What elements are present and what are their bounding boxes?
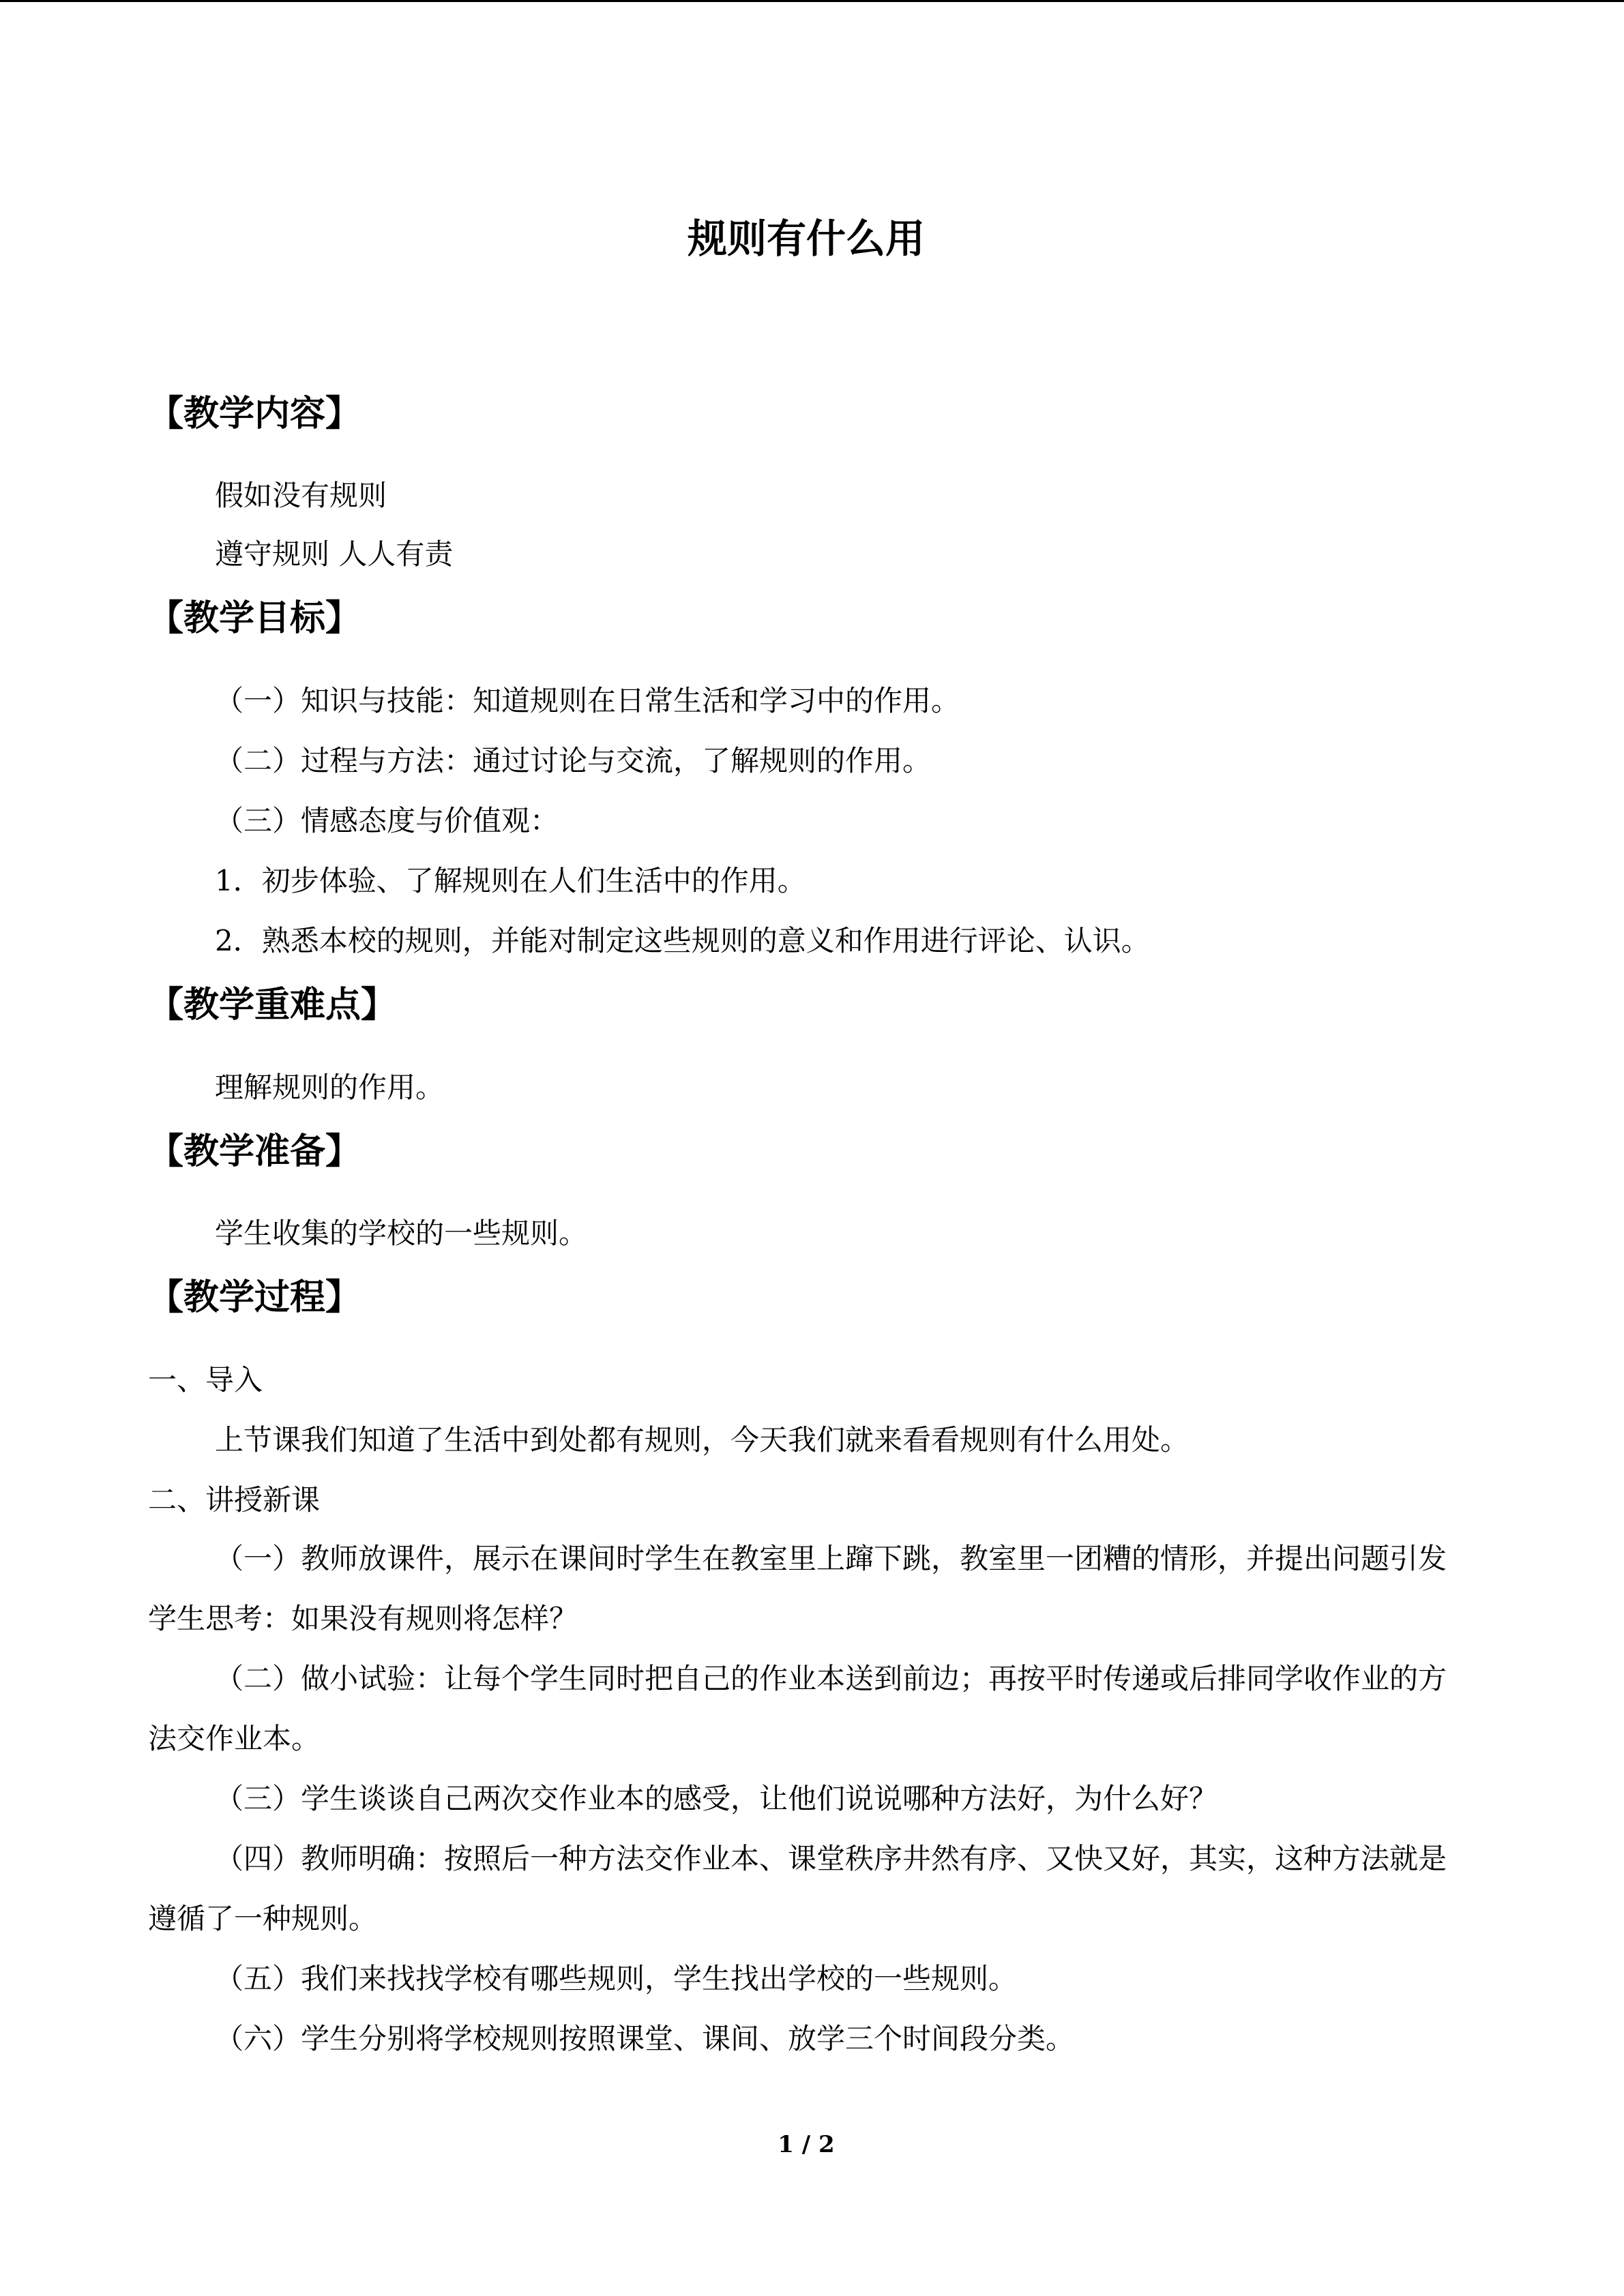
content-item: 假如没有规则: [215, 479, 387, 512]
process-step: （三）学生谈谈自己两次交作业本的感受，让他们说说哪种方法好，为什么好？: [215, 1782, 1218, 1815]
process-step: （二）做小试验：让每个学生同时把自己的作业本送到前边；再按平时传递或后排同学收作业的方法交作业本。: [148, 1662, 1447, 1755]
process-subheading-intro: 一、导入: [148, 1363, 263, 1397]
process-step: （四）教师明确：按照后一种方法交作业本、课堂秩序井然有序、又快又好，其实，这种方法就是遵循了一种规则。: [148, 1842, 1447, 1935]
objective-item: 1．初步体验、了解规则在人们生活中的作用。: [215, 864, 806, 897]
section-heading-process: 【教学过程】: [148, 1277, 361, 1318]
process-intro-text: 上节课我们知道了生活中到处都有规则，今天我们就来看看规则有什么用处。: [215, 1423, 1190, 1457]
section-heading-content: 【教学内容】: [148, 393, 361, 434]
key-point-item: 理解规则的作用。: [215, 1071, 445, 1104]
section-heading-key-points: 【教学重难点】: [148, 985, 397, 1026]
process-subheading-new-lesson: 二、讲授新课: [148, 1483, 321, 1517]
objective-item: 2．熟悉本校的规则，并能对制定这些规则的意义和作用进行评论、认识。: [215, 924, 1150, 957]
process-step: （五）我们来找找学校有哪些规则，学生找出学校的一些规则。: [215, 1962, 1018, 1995]
objective-item: （一）知识与技能：知道规则在日常生活和学习中的作用。: [215, 684, 960, 717]
process-step: （六）学生分别将学校规则按照课堂、课间、放学三个时间段分类。: [215, 2022, 1075, 2055]
section-heading-objectives: 【教学目标】: [148, 598, 361, 639]
process-step: （一）教师放课件，展示在课间时学生在教室里上蹿下跳，教室里一团糟的情形，并提出问题引发学生思考：如果没有规则将怎样？: [148, 1542, 1447, 1635]
section-heading-preparation: 【教学准备】: [148, 1131, 361, 1172]
objective-item: （二）过程与方法：通过讨论与交流，了解规则的作用。: [215, 744, 932, 777]
document-page: [148, 0, 1464, 2296]
content-item: 遵守规则 人人有责: [215, 537, 454, 571]
page-title: 规则有什么用: [687, 215, 925, 262]
page-number: 1 / 2: [778, 2131, 835, 2158]
preparation-item: 学生收集的学校的一些规则。: [215, 1217, 588, 1250]
objective-item: （三）情感态度与价值观：: [215, 804, 559, 837]
